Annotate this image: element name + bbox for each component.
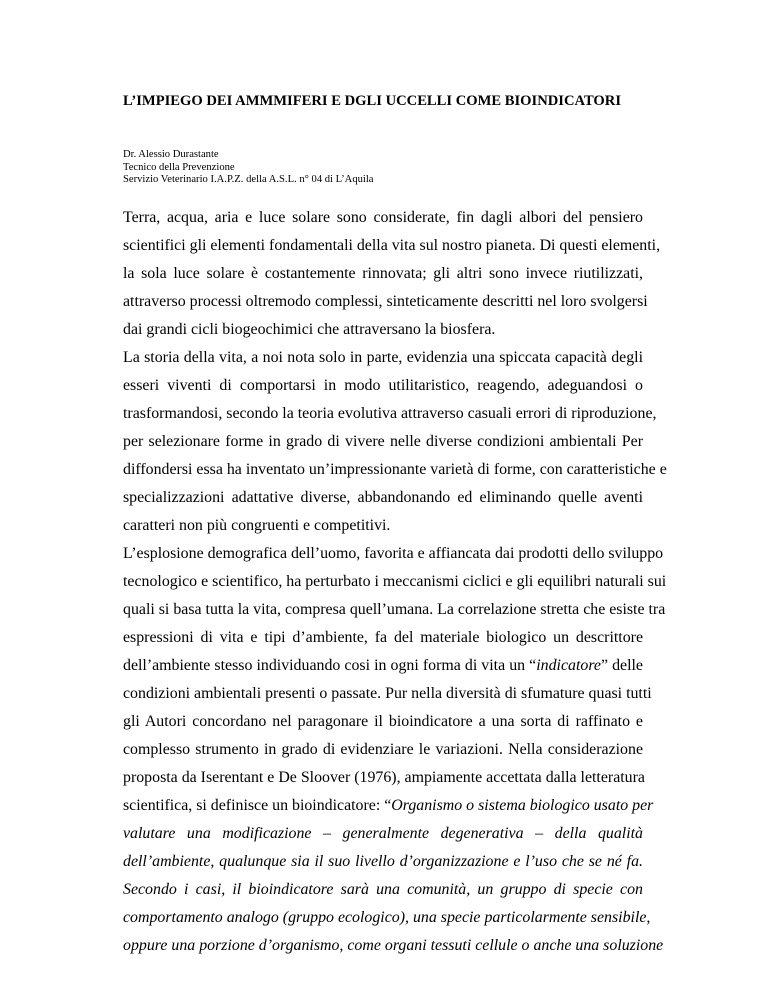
text-line: Secondo i casi, il bioindicatore sarà una comunità, un gruppo di specie con: [123, 881, 643, 898]
text-line: la sola luce solare è costantemente rinnovata; gli altri sono invece riutilizzati,: [123, 265, 643, 282]
text-line: tecnologico e scientifico, ha perturbato i meccanismi ciclici e gli equilibri naturali sui: [123, 573, 667, 590]
text-line: [123, 792, 654, 820]
text-line: per selezionare forme in grado di vivere nelle diverse condizioni ambientali Per: [123, 433, 643, 450]
body-text: [123, 204, 667, 960]
text-line: attraverso processi oltremodo complessi, sinteticamente descritti nel loro svolgersi: [123, 293, 648, 310]
text-line: esseri viventi di comportarsi in modo utilitaristico, reagendo, adeguandosi o: [123, 377, 643, 394]
text-line: oppure una porzione d’organismo, come organi tessuti cellule o anche una soluzione: [123, 937, 664, 954]
text-segment: scientifica, si definisce un bioindicatore: “: [123, 797, 392, 814]
text-segment: ” delle: [600, 657, 643, 674]
italic-quote: Organismo o sistema biologico usato per: [391, 797, 654, 814]
text-line: dell’ambiente, qualunque sia il suo livello d’organizzazione e l’uso che se né fa.: [123, 853, 643, 870]
text-line: Terra, acqua, aria e luce solare sono considerate, fin dagli albori del pensiero: [123, 209, 643, 226]
author-role: Tecnico della Prevenzione: [123, 161, 235, 173]
text-line: gli Autori concordano nel paragonare il bioindicatore a una sorta di raffinato e: [123, 713, 643, 730]
text-segment: dell’ambiente stesso individuando cosi in ogni forma di vita un “: [123, 657, 537, 674]
text-line: L’esplosione demografica dell’uomo, favorita e affiancata dai prodotti dello sviluppo: [123, 545, 664, 562]
italic-term: indicatore: [536, 657, 601, 674]
text-line: trasformandosi, secondo la teoria evolutiva attraverso casuali errori di riproduzione,: [123, 405, 657, 422]
text-line: condizioni ambientali presenti o passate. Pur nella diversità di sfumature quasi tutti: [123, 685, 652, 702]
text-line: dai grandi cicli biogeochimici che attraversano la biosfera.: [123, 321, 496, 338]
author-block: [123, 149, 374, 187]
text-line: proposta da Iserentant e De Sloover (1976), ampiamente accettata dalla letteratura: [123, 769, 645, 786]
text-line: scientifici gli elementi fondamentali della vita sul nostro pianeta. Di questi elementi,: [123, 237, 661, 254]
text-line: espressioni di vita e tipi d’ambiente, fa del materiale biologico un descrittore: [123, 629, 643, 646]
text-line: diffondersi essa ha inventato un’impressionante varietà di forme, con caratteristiche e: [123, 461, 667, 478]
text-line: [123, 652, 643, 680]
author-affiliation: Servizio Veterinario I.A.P.Z. della A.S.L. n° 04 di L’Aquila: [123, 174, 374, 185]
text-line: complesso strumento in grado di evidenziare le variazioni. Nella considerazione: [123, 741, 643, 758]
author-name: Dr. Alessio Durastante: [123, 149, 219, 160]
text-line: comportamento analogo (gruppo ecologico), una specie particolarmente sensibile,: [123, 909, 651, 926]
text-line: specializzazioni adattative diverse, abbandonando ed eliminando quelle aventi: [123, 489, 643, 506]
text-line: La storia della vita, a noi nota solo in parte, evidenzia una spiccata capacità degli: [123, 349, 643, 366]
document-title: L’IMPIEGO DEI AMMMIFERI E DGLI UCCELLI COME BIOINDICATORI: [123, 93, 622, 109]
text-line: quali si basa tutta la vita, compresa quell’umana. La correlazione stretta che esiste tra: [123, 601, 666, 618]
text-line: valutare una modificazione – generalmente degenerativa – della qualità: [123, 825, 643, 842]
text-line: caratteri non più congruenti e competitivi.: [123, 517, 391, 534]
